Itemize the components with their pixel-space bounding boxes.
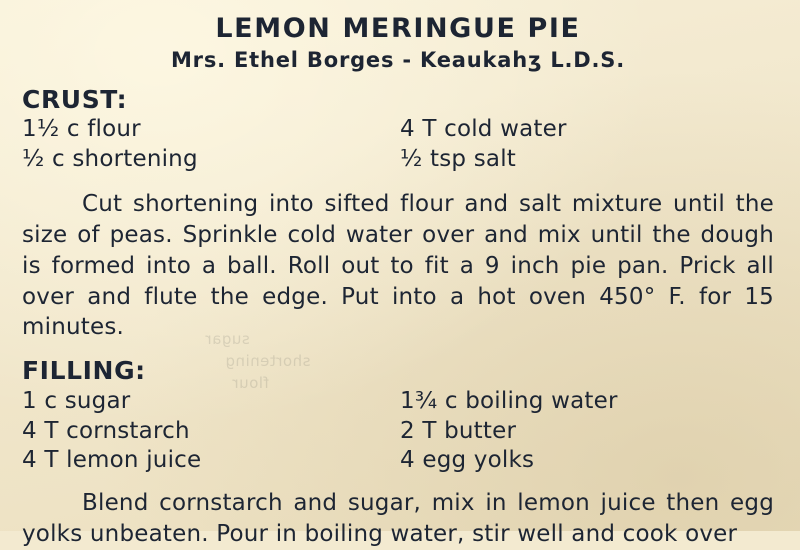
section-heading-crust: CRUST:: [22, 84, 128, 114]
ingredient-item: 4 egg yolks: [400, 447, 535, 474]
ingredient-column-right: [392, 115, 774, 175]
ingredient-item: 1 c sugar: [22, 387, 131, 414]
section-filling: [22, 357, 774, 550]
ingredient-item: 1¾ c boiling water: [400, 387, 618, 414]
recipe-attribution: Mrs. Ethel Borges - Keaukahʒ L.D.S.: [170, 47, 626, 72]
ingredient-item: 4 T cold water: [400, 116, 567, 143]
instructions-filling: Blend cornstarch and sugar, mix in lemon juice then egg yolks unbeaten. Pour in boiling water, stir well and cook over: [22, 490, 774, 548]
ingredient-item: 1½ c flour: [22, 116, 141, 143]
ingredient-grid-filling: [22, 387, 774, 477]
ingredient-item: ½ tsp salt: [400, 146, 517, 173]
ingredient-item: 4 T lemon juice: [22, 447, 202, 474]
recipe-title: LEMON MERINGUE PIE: [215, 13, 581, 44]
showthrough-text-2: shortening: [225, 352, 311, 370]
showthrough-text-1: sugar: [205, 330, 250, 348]
ingredient-grid-crust: [22, 115, 774, 175]
ingredient-item: ½ c shortening: [22, 146, 198, 173]
section-heading-filling: FILLING:: [22, 356, 146, 386]
ingredient-column-left: [22, 387, 392, 477]
section-crust: [22, 86, 774, 343]
ingredient-item: 4 T cornstarch: [22, 417, 190, 444]
ingredient-column-left: [22, 115, 392, 175]
showthrough-text-3: flour: [232, 374, 269, 392]
ingredient-column-right: [392, 387, 774, 477]
ingredient-item: 2 T butter: [400, 417, 517, 444]
instructions-crust: Cut shortening into sifted flour and salt mixture until the size of peas. Sprinkle cold water over and mix until the dough is formed into a ball. Roll out to fit a 9 inch pie pan. Prick all over and flute the edge. Put into a hot oven 450° F. for 15 minutes.: [22, 191, 774, 341]
